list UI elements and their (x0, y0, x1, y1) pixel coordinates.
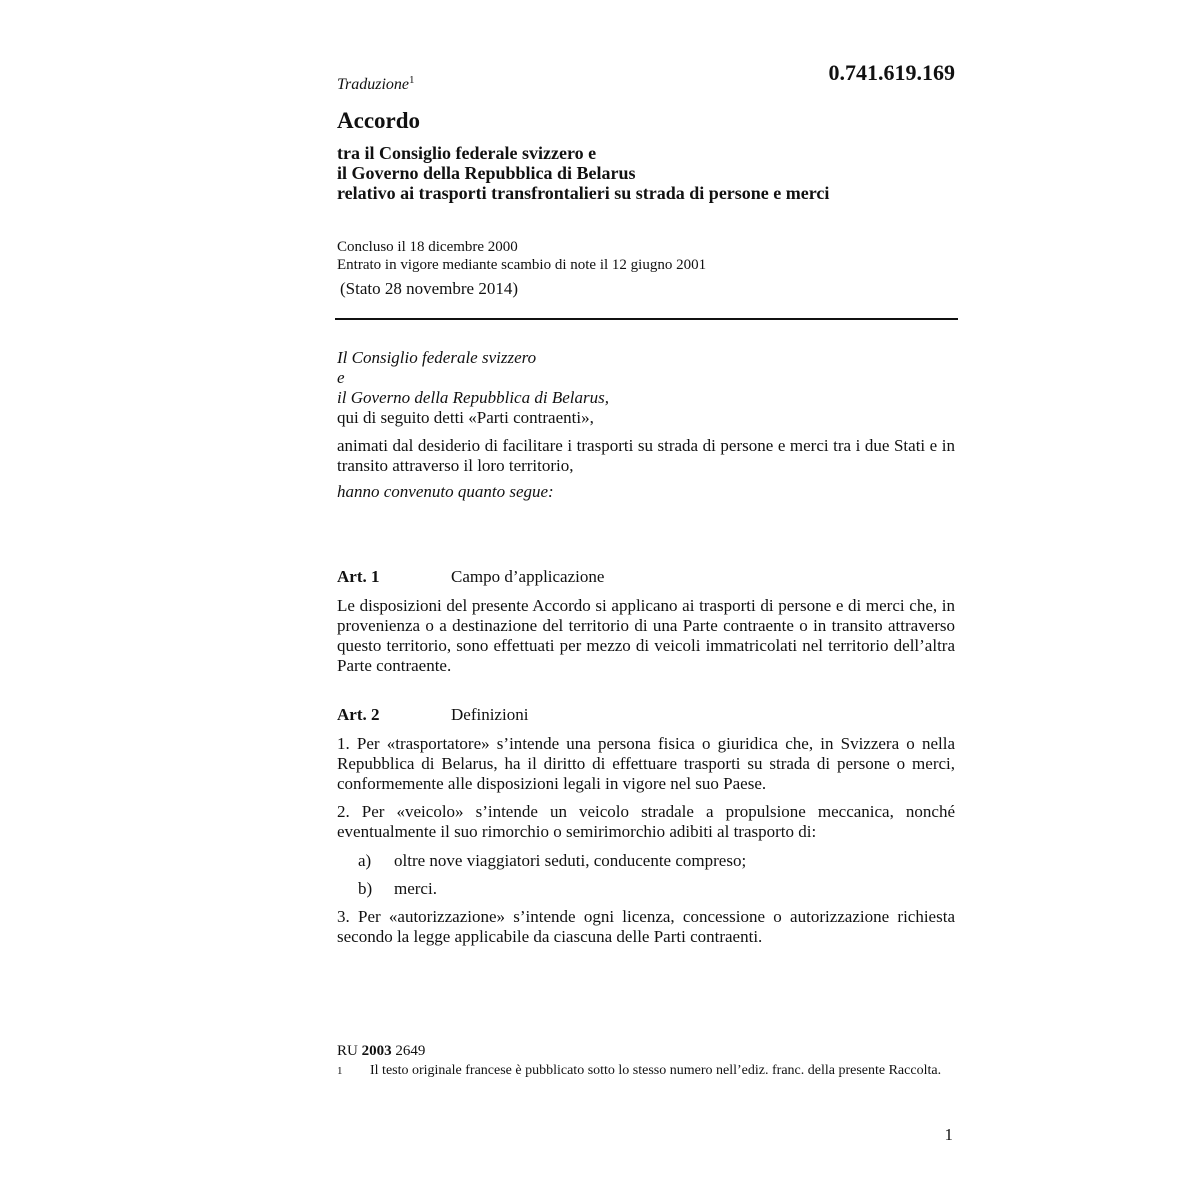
document-subtitle (337, 143, 829, 203)
entry-into-force: Entrato in vigore mediante scambio di note il 12 giugno 2001 (337, 257, 707, 273)
list-item (358, 879, 437, 899)
preamble-motivation: animati dal desiderio di facilitare i trasporti su strada di persone e merci tra i due Stati e in transito attraverso il loro territorio, (337, 436, 955, 475)
preamble-agreed: hanno convenuto quanto segue: (337, 482, 554, 501)
article-1-heading (337, 567, 604, 587)
article-title: Campo d’applicazione (451, 567, 605, 586)
sr-number: 0.741.619.169 (828, 60, 955, 85)
article-title: Definizioni (451, 705, 529, 724)
list-text: merci. (394, 879, 437, 898)
preamble (337, 348, 955, 502)
subtitle-line: il Governo della Repubblica di Belarus (337, 163, 636, 183)
footnotes (337, 1043, 955, 1080)
list-marker: a) (358, 851, 372, 870)
page-number: 1 (944, 1125, 953, 1144)
footnote-text: Il testo originale francese è pubblicato sotto lo stesso numero nell’ediz. franc. della presente Raccolta. (370, 1063, 942, 1078)
document-title: Accordo (337, 108, 421, 133)
preamble-conjunction: e (337, 368, 345, 387)
preamble-party-2: il Governo della Repubblica di Belarus, (337, 388, 609, 407)
list-text: oltre nove viaggiatori seduti, conducente compreso; (394, 851, 747, 870)
concluded-date: Concluso il 18 dicembre 2000 (337, 239, 518, 255)
list-marker: b) (358, 879, 373, 898)
article-1-text: Le disposizioni del presente Accordo si applicano ai trasporti di persone e di merci che, in provenienza o a destinazione del territorio di una Parte contraente o in transito attraverso questo territorio, sono effettuati per mezzo di veicoli immatricolati nel territorio dell’altra Parte contraente. (337, 596, 955, 675)
subtitle-line: relativo ai trasporti transfrontalieri su strada di persone e merci (337, 183, 830, 203)
footnote (337, 1062, 955, 1080)
article-2-heading (337, 705, 528, 725)
status-date: (Stato 28 novembre 2014) (340, 279, 518, 298)
ru-reference (337, 1043, 955, 1060)
footnote-mark: 1 (337, 1065, 343, 1077)
preamble-hereinafter: qui di seguito detti «Parti contraenti», (337, 408, 594, 427)
article-2-paragraph-2: 2. Per «veicolo» s’intende un veicolo stradale a propulsione meccanica, nonché eventualmente il suo rimorchio o semirimorchio adibiti al trasporto di: (337, 802, 955, 841)
article-2-paragraph-3: 3. Per «autorizzazione» s’intende ogni licenza, concessione o autorizzazione richiesta secondo la legge applicabile da ciascuna delle Parti contraenti. (337, 907, 955, 946)
footnote-ref: 1 (409, 74, 415, 86)
document-meta (337, 238, 706, 274)
translation-label-text: Traduzione (337, 76, 410, 93)
ru-year: 2003 (361, 1043, 392, 1059)
ru-prefix: RU (337, 1043, 358, 1059)
article-number: Art. 2 (337, 705, 380, 724)
subtitle-line: tra il Consiglio federale svizzero e (337, 143, 597, 163)
header-divider (335, 318, 958, 320)
translation-label (337, 74, 415, 94)
list-item (358, 851, 746, 871)
ru-page: 2649 (395, 1043, 426, 1059)
article-number: Art. 1 (337, 567, 380, 586)
article-2-paragraph-1: 1. Per «trasportatore» s’intende una persona fisica o giuridica che, in Svizzera o nella Repubblica di Belarus, ha il diritto di effettuare trasporti su strada di persone o merci, conformemente alle disposizioni legali in vigore nel suo Paese. (337, 734, 955, 793)
preamble-party-1: Il Consiglio federale svizzero (337, 348, 537, 367)
